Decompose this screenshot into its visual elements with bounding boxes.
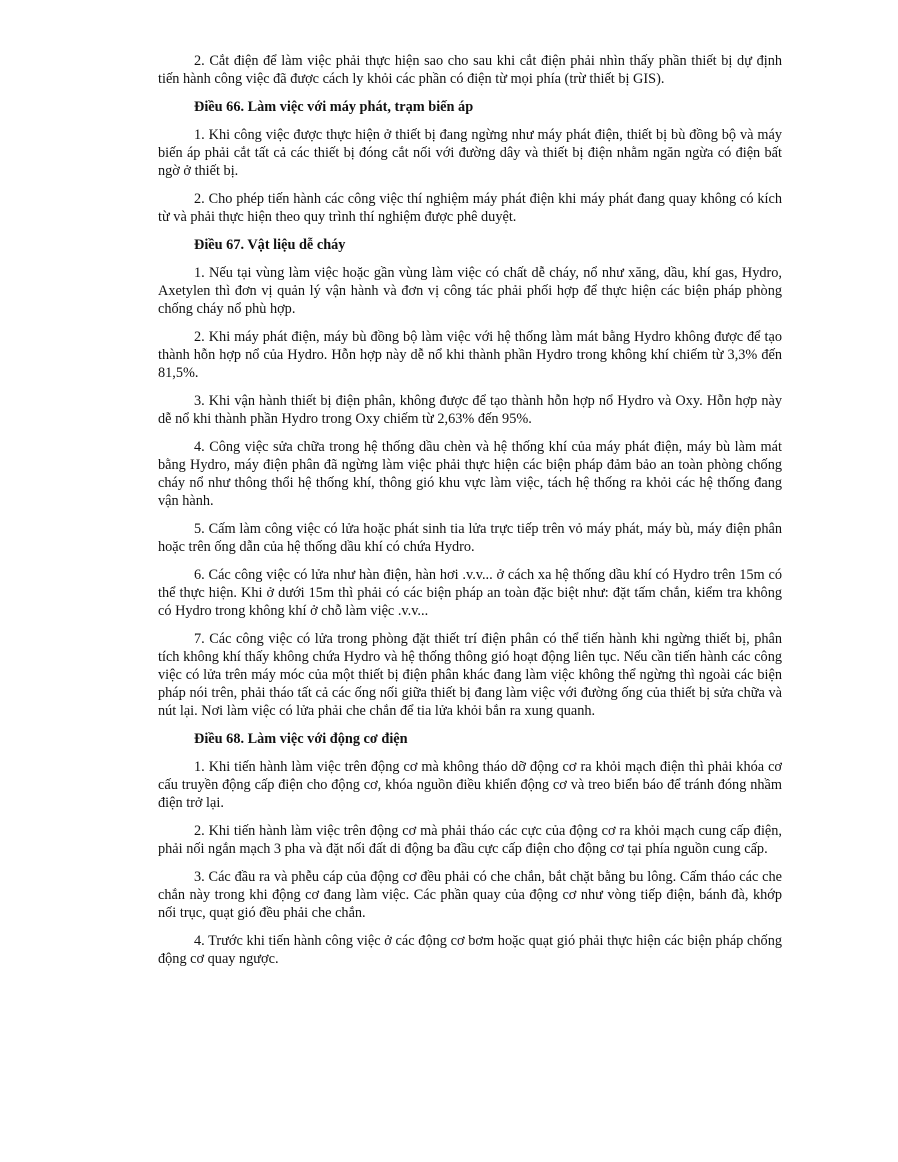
paragraph-67-4: 4. Công việc sửa chữa trong hệ thống dầu chèn và hệ thống khí của máy phát điện, máy bù làm mát bằng Hydro, máy điện phân đã ngừng làm việc phải thực hiện các biện pháp đảm bảo an toàn phòng chống cháy nổ như thông thổi hệ thống khí, thông gió khu vực làm việc, tách hệ thống ra khỏi các hệ thống đang vận hành. xyxy=(158,439,782,509)
paragraph-68-2: 2. Khi tiến hành làm việc trên động cơ mà phải tháo các cực của động cơ ra khỏi mạch cung cấp điện, phải nối ngắn mạch 3 pha và đặt nối đất di động ba đầu cực cấp điện cho động cơ tại phía nguồn cung cấp. xyxy=(158,823,782,857)
paragraph-67-7: 7. Các công việc có lửa trong phòng đặt thiết trí điện phân có thể tiến hành khi ngừng thiết bị, phân tích không khí thấy không chứa Hydro và hệ thống thông gió hoạt động liên tục. Nếu cần tiến hành các công việc có lửa trên máy móc của một thiết bị điện phân khác đang làm việc không thể ngừng thì ngoài các biện pháp nói trên, phải tháo tất cả các ống nối giữa thiết bị đang làm việc với đường ống của thiết bị sửa chữa và nút lại. Nơi làm việc có lửa phải che chắn để tia lửa khỏi bắn ra xung quanh. xyxy=(158,631,782,719)
paragraph-68-4: 4. Trước khi tiến hành công việc ở các động cơ bơm hoặc quạt gió phải thực hiện các biện pháp chống động cơ quay ngược. xyxy=(158,933,782,967)
article-68-heading: Điều 68. Làm việc với động cơ điện xyxy=(194,731,408,747)
paragraph-67-3: 3. Khi vận hành thiết bị điện phân, không được để tạo thành hỗn hợp nổ Hydro và Oxy. Hỗn hợp này dễ nổ khi thành phần Hydro trong Oxy chiếm từ 2,63% đến 95%. xyxy=(158,393,782,427)
paragraph-66-1: 1. Khi công việc được thực hiện ở thiết bị đang ngừng như máy phát điện, thiết bị bù đồng bộ và máy biến áp phải cắt tất cả các thiết bị đóng cắt nối với đường dây và thiết bị điện nhằm ngăn ngừa có điện bất ngờ ở thiết bị. xyxy=(158,127,782,179)
paragraph-67-1: 1. Nếu tại vùng làm việc hoặc gần vùng làm việc có chất dễ cháy, nổ như xăng, dầu, khí gas, Hydro, Axetylen thì đơn vị quản lý vận hành và đơn vị công tác phải phối hợp để thực hiện các biện pháp phòng chống cháy nổ phù hợp. xyxy=(158,265,782,317)
paragraph-65-2: 2. Cắt điện để làm việc phải thực hiện sao cho sau khi cắt điện phải nhìn thấy phần thiết bị dự định tiến hành công việc đã được cách ly khỏi các phần có điện từ mọi phía (trừ thiết bị GIS). xyxy=(158,53,782,87)
paragraph-67-5: 5. Cấm làm công việc có lửa hoặc phát sinh tia lửa trực tiếp trên vỏ máy phát, máy bù, máy điện phân hoặc trên ống dẫn của hệ thống dầu khí có chứa Hydro. xyxy=(158,521,782,555)
paragraph-68-3: 3. Các đầu ra và phễu cáp của động cơ đều phải có che chắn, bắt chặt bằng bu lông. Cấm tháo các che chắn này trong khi động cơ đang làm việc. Các phần quay của động cơ như vòng tiếp điện, bánh đà, khớp nối trục, quạt gió đều phải che chắn. xyxy=(158,869,782,921)
article-66-heading: Điều 66. Làm việc với máy phát, trạm biến áp xyxy=(194,99,474,115)
article-67-heading: Điều 67. Vật liệu dễ cháy xyxy=(194,237,346,253)
paragraph-68-1: 1. Khi tiến hành làm việc trên động cơ mà không tháo dỡ động cơ ra khỏi mạch điện thì phải khóa cơ cấu truyền động cấp điện cho động cơ, khóa nguồn điều khiển động cơ và treo biển báo để tránh đóng nhầm điện trở lại. xyxy=(158,759,782,811)
document-page xyxy=(158,52,782,978)
paragraph-67-2: 2. Khi máy phát điện, máy bù đồng bộ làm việc với hệ thống làm mát bằng Hydro không được để tạo thành hỗn hợp nổ của Hydro. Hỗn hợp này dễ nổ khi thành phần Hydro trong không khí chiếm từ 3,3% đến 81,5%. xyxy=(158,329,782,381)
paragraph-67-6: 6. Các công việc có lửa như hàn điện, hàn hơi .v.v... ở cách xa hệ thống dầu khí có Hydro trên 15m có thể thực hiện. Khi ở dưới 15m thì phải có các biện pháp an toàn đặc biệt như: đặt tấm chắn, kiểm tra không có Hydro trong không khí ở chỗ làm việc .v.v... xyxy=(158,567,782,619)
paragraph-66-2: 2. Cho phép tiến hành các công việc thí nghiệm máy phát điện khi máy phát đang quay không có kích từ và phải thực hiện theo quy trình thí nghiệm được phê duyệt. xyxy=(158,191,782,225)
